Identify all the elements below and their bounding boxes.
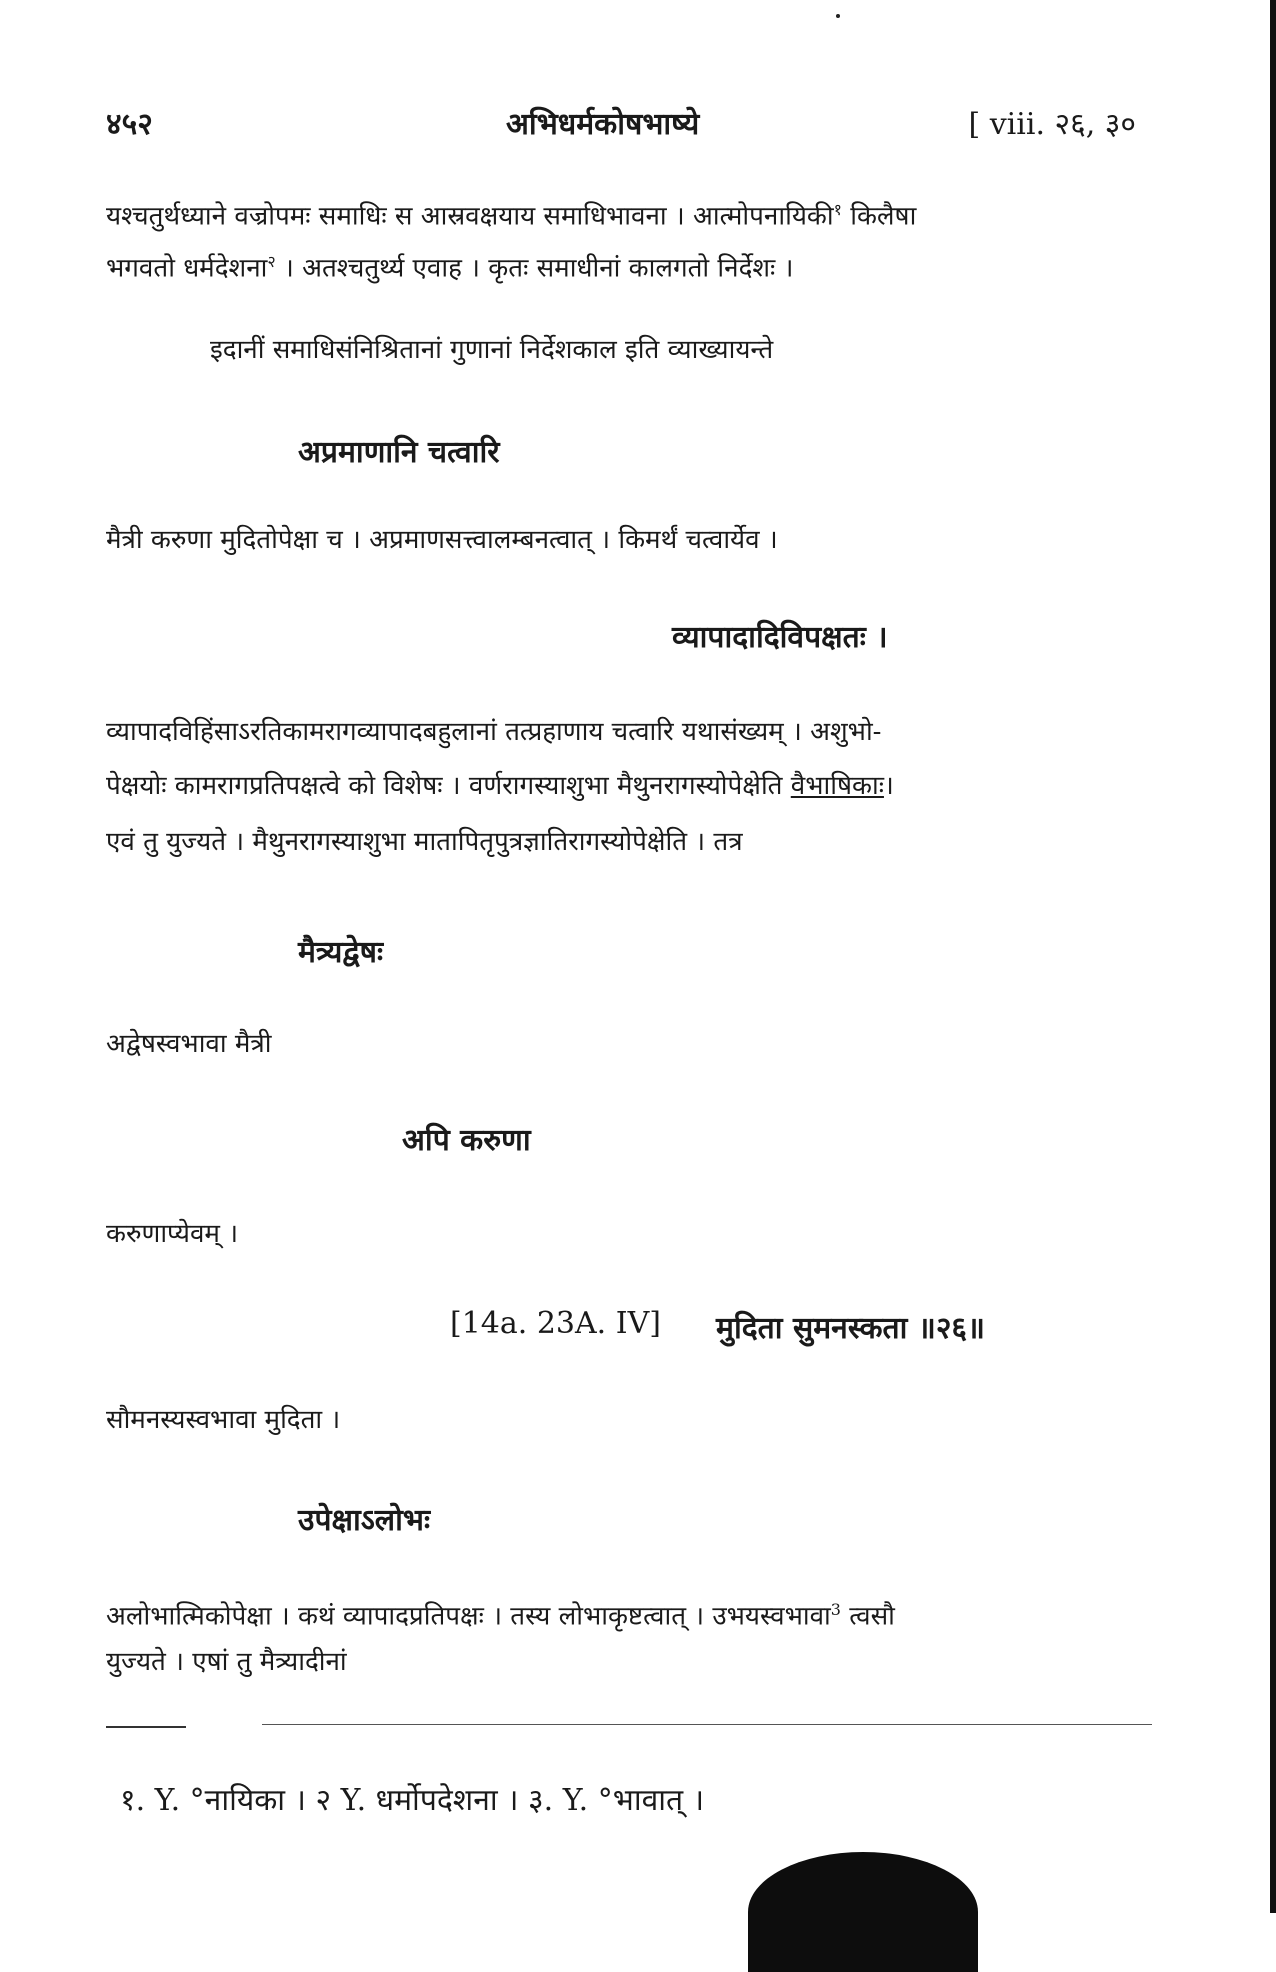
verse-6: उपेक्षाऽलोभः [298, 1503, 431, 1538]
text-line-11: अलोभात्मिकोपेक्षा । कथं व्यापादप्रतिपक्षः । तस्य लोभाकृष्टत्वात् । उभयस्वभावा$^3$ त्वसौ [106, 1600, 895, 1632]
text-line-2: भगवतो धर्मदेशना$^२$ । अतश्चतुर्थ्य एवाह । कृतः समाधीनां कालगतो निर्देशः । [106, 252, 794, 284]
verse-1: अप्रमाणानि चत्वारि [298, 435, 500, 470]
vaibhashika-term: वैभाषिकाः [790, 771, 884, 801]
verse-3: मैत्र्यद्वेषः [298, 935, 384, 970]
footnotes: १. Y. °नायिका । २ Y. धर्मोपदेशना । ३. Y. °भावात् । [120, 1783, 705, 1818]
verse-5: मुदिता सुमनस्कता ॥२६॥ [716, 1311, 985, 1346]
footnote-rule [106, 1726, 186, 1728]
intro-line: इदानीं समाधिसंनिश्रितानां गुणानां निर्देशकाल इति व्याख्यायन्ते [210, 335, 774, 365]
text-line-1: यश्चतुर्थध्याने वज्रोपमः समाधिः स आस्रवक्षयाय समाधिभावना । आत्मोपनायिकी$^१$ किलैषा [106, 200, 917, 232]
text-line-12: युज्यते । एषां तु मैत्र्यादीनां [106, 1647, 347, 1677]
footnote-mark-3: 3 [830, 1600, 841, 1619]
speck [836, 14, 840, 18]
text-line-10: सौमनस्यस्वभावा मुदिता । [106, 1405, 341, 1435]
text-line-5: व्यापादविहिंसाऽरतिकामरागव्यापादबहुलानां तत्प्रहाणाय चत्वारि यथासंख्यम् । अशुभो- [106, 717, 882, 747]
page-edge [1270, 0, 1276, 1913]
scan-artifact [748, 1852, 978, 1972]
text-line-7: एवं तु युज्यते । मैथुनरागस्याशुभा मातापितृपुत्रज्ञातिरागस्योपेक्षेति । तत्र [106, 827, 743, 857]
text-line-6: पेक्षयोः कामरागप्रतिपक्षत्वे को विशेषः । वर्णरागस्याशुभा मैथुनरागस्योपेक्षेति वैभाषिकाः। [106, 771, 894, 801]
verse-2: व्यापादादिविपक्षतः । [672, 620, 888, 655]
verse-4: अपि करुणा [402, 1123, 531, 1158]
section-reference: [ viii. २६, ३० [968, 107, 1136, 142]
footnote-mark-2: २ [267, 252, 276, 271]
page-number: ४५२ [106, 107, 153, 142]
text-line-8: अद्वेषस्वभावा मैत्री [106, 1029, 272, 1059]
running-title: अभिधर्मकोषभाष्ये [506, 107, 700, 142]
text-line-4: मैत्री करुणा मुदितोपेक्षा च । अप्रमाणसत्त्वालम्बनत्वात् । किमर्थं चत्वार्येव । [106, 525, 778, 555]
manuscript-reference: [14a. 23A. IV] [450, 1306, 661, 1341]
footnote-mark-1: १ [833, 200, 842, 219]
page-header [106, 102, 1136, 142]
footnote-rule-long [262, 1724, 1152, 1725]
text-line-9: करुणाप्येवम् । [106, 1219, 239, 1249]
